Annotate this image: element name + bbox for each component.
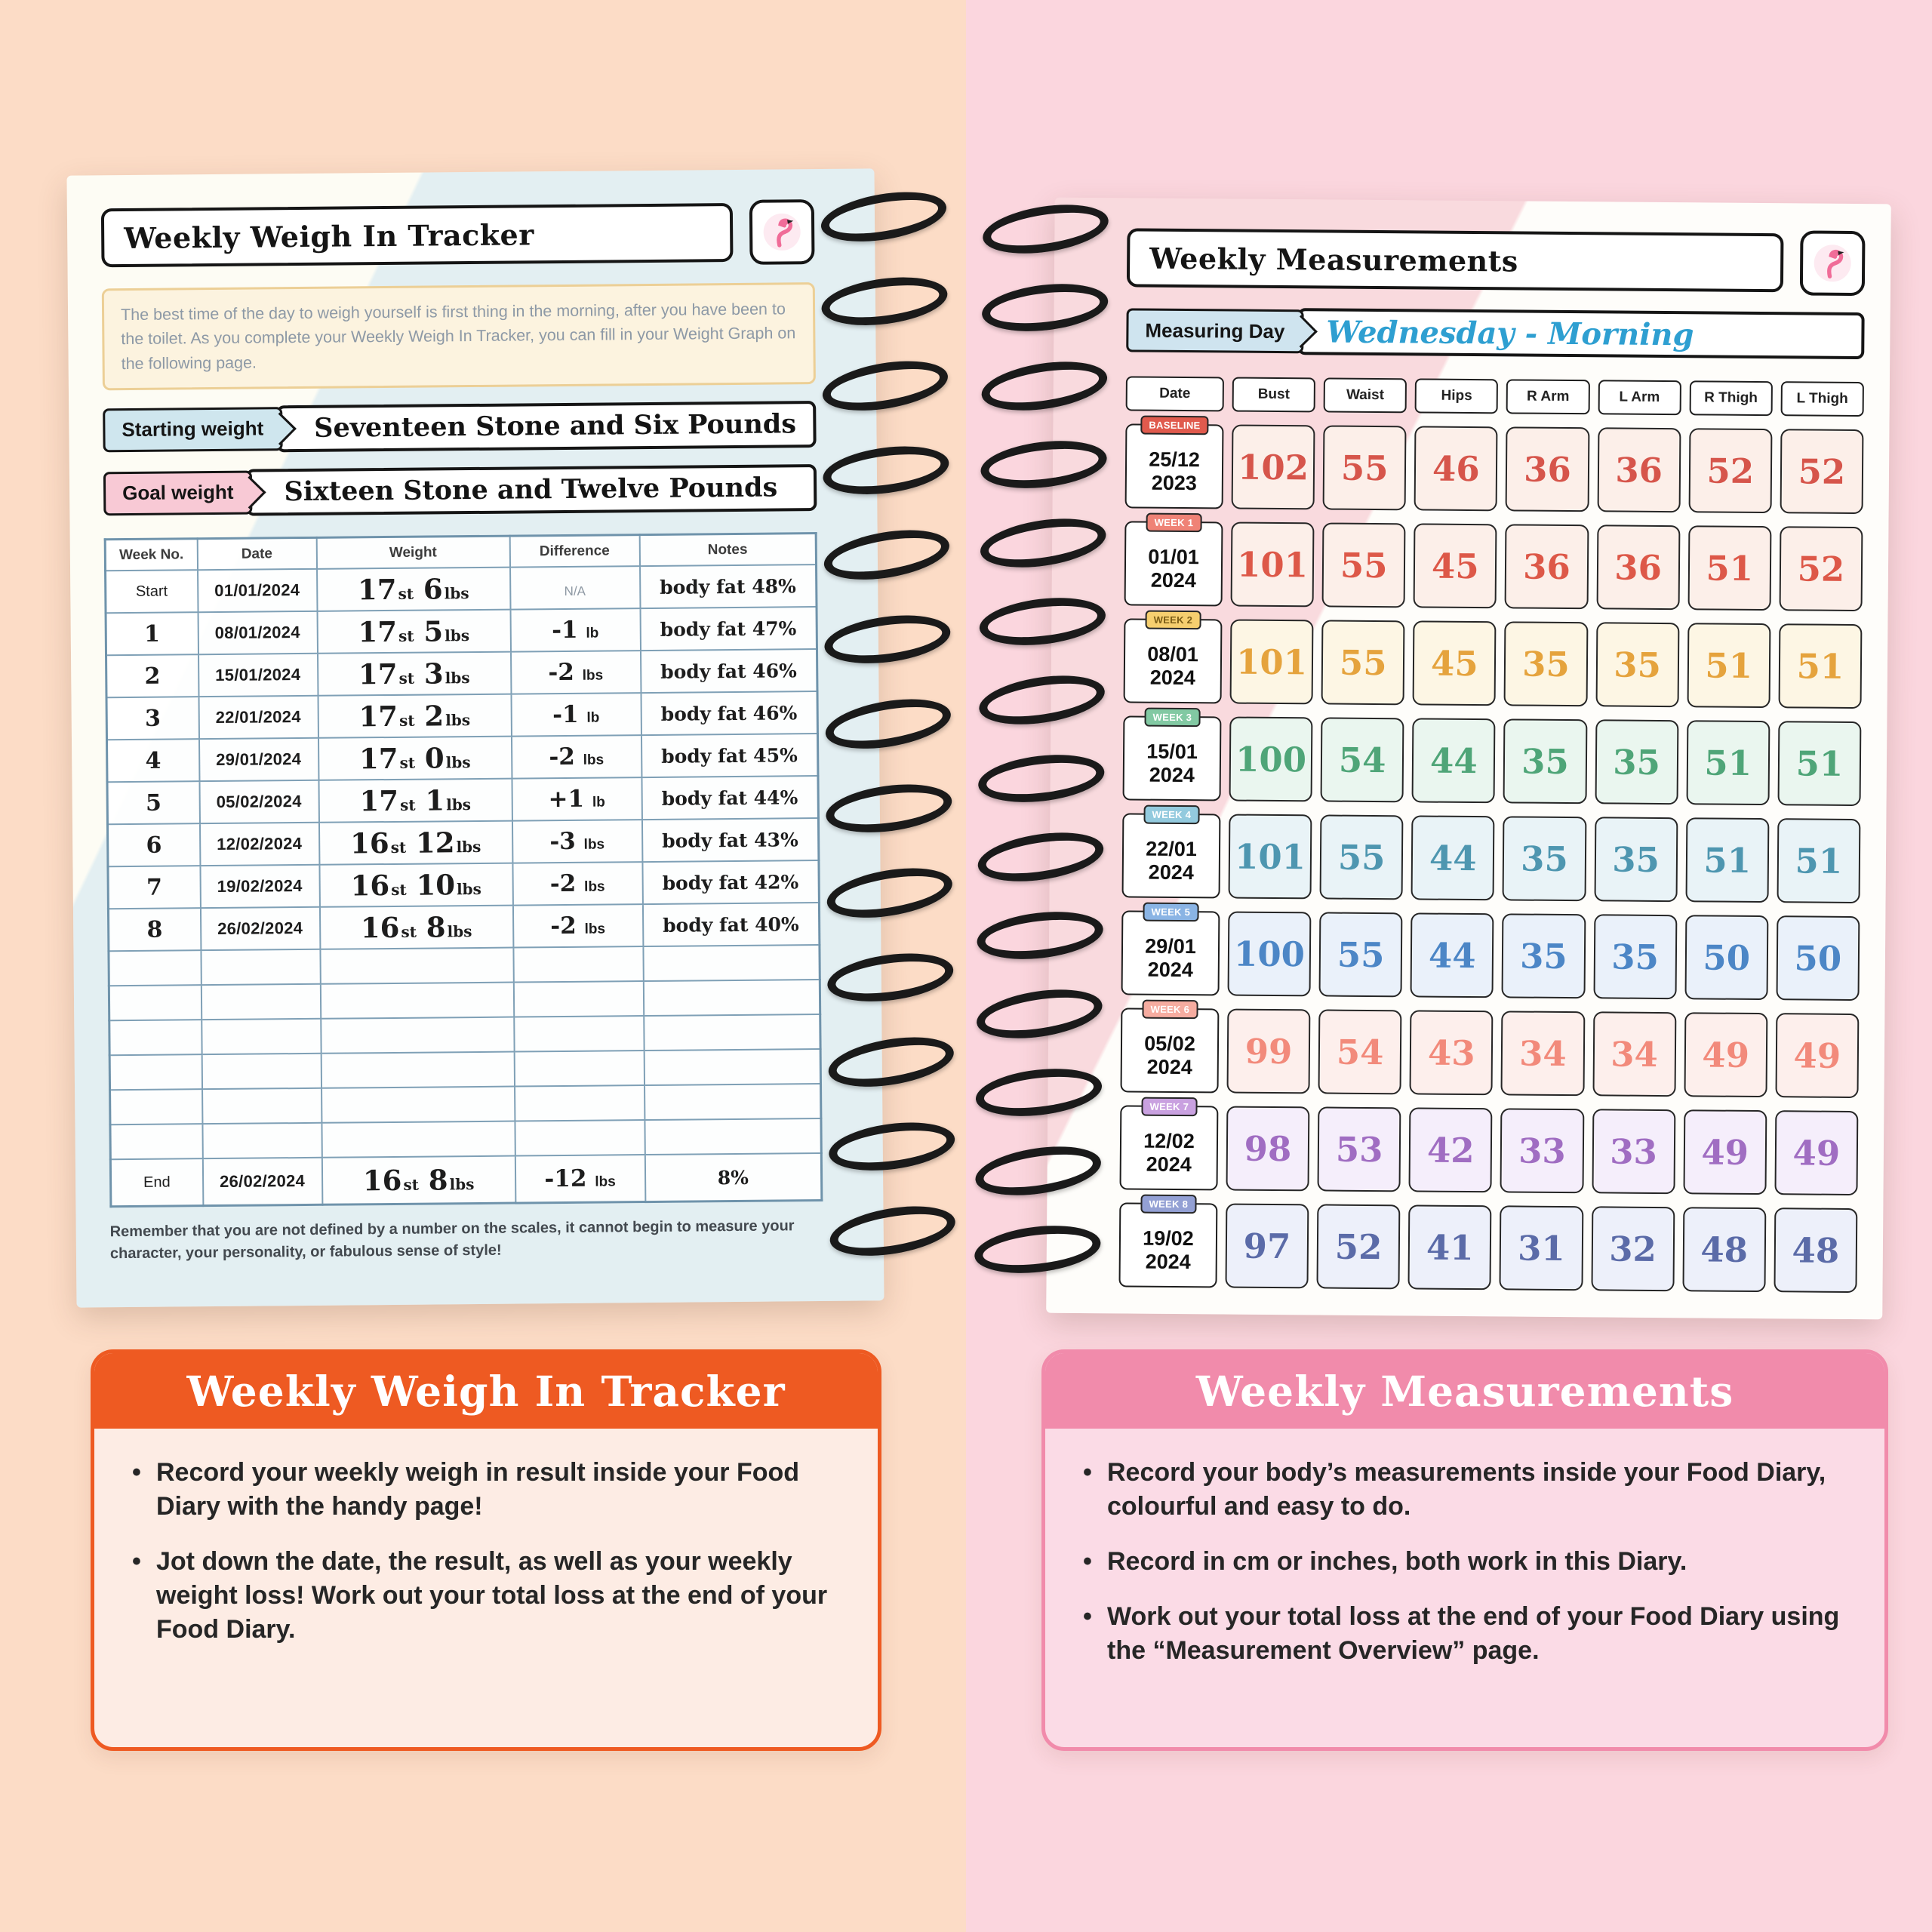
- measurement-cell: 44: [1412, 718, 1496, 803]
- date-text: 2024: [1149, 763, 1195, 787]
- measurement-cell: 35: [1502, 913, 1586, 998]
- measurement-cell: 44: [1411, 912, 1494, 998]
- table-row: [106, 565, 817, 613]
- spiral-coil: [820, 522, 953, 588]
- notes-cell: body fat 46%: [640, 649, 817, 693]
- empty-cell: [321, 1017, 514, 1054]
- measurement-cell: 55: [1322, 522, 1406, 608]
- week-cell: 5: [107, 781, 199, 824]
- measurement-cell: 55: [1319, 912, 1403, 997]
- column-header: Hips: [1415, 378, 1498, 414]
- empty-row: [110, 1084, 821, 1124]
- measurement-cell: 53: [1318, 1106, 1401, 1192]
- date-cell: 12/02/2024: [199, 823, 318, 866]
- spiral-coil: [980, 197, 1112, 260]
- week-cell: 3: [106, 697, 198, 740]
- empty-cell: [202, 1054, 321, 1089]
- spiral-coil: [977, 511, 1109, 574]
- table-row: [106, 649, 817, 697]
- measurement-cell: 52: [1317, 1204, 1401, 1289]
- empty-cell: [202, 1123, 321, 1158]
- measurement-cell: 35: [1503, 816, 1586, 901]
- week-tag: WEEK 2: [1146, 611, 1201, 630]
- difference-cell: +1 lb: [512, 777, 641, 820]
- table-row: [108, 860, 819, 909]
- measurement-cell: 102: [1232, 425, 1315, 510]
- measure-card-bullets: [1045, 1429, 1884, 1702]
- measurement-cell: 48: [1774, 1208, 1857, 1293]
- empty-row: [109, 980, 820, 1020]
- column-header: R Arm: [1506, 379, 1589, 414]
- measurement-cell: 35: [1504, 621, 1588, 706]
- measurement-cell: 32: [1591, 1206, 1675, 1291]
- column-header: Date: [197, 537, 316, 570]
- spiral-coil: [976, 749, 1107, 808]
- measurement-cell: 34: [1592, 1011, 1676, 1097]
- notes-cell: body fat 47%: [640, 607, 817, 651]
- measurement-cell: 51: [1686, 720, 1770, 805]
- measurement-cell: 51: [1778, 623, 1862, 709]
- page-title-row: [1127, 225, 1866, 296]
- card-title: Weekly Weigh In Tracker: [94, 1353, 878, 1429]
- weight-cell: 17st 6lbs: [317, 568, 510, 611]
- measurement-cell: 52: [1780, 429, 1863, 514]
- date-cell: [1118, 1198, 1217, 1287]
- measurement-cell: 35: [1595, 622, 1679, 707]
- date-text: 08/01: [1147, 642, 1198, 666]
- empty-cell: [320, 983, 513, 1019]
- notes-cell: body fat 43%: [641, 818, 818, 862]
- week-cell: 2: [106, 654, 198, 697]
- date-cell: 29/01/2024: [198, 738, 318, 781]
- weigh-card: [91, 1349, 881, 1751]
- week-cell: End: [110, 1158, 203, 1206]
- measurement-cell: 49: [1774, 1110, 1858, 1195]
- measurement-cell: 36: [1597, 427, 1681, 512]
- week-tag: WEEK 8: [1140, 1195, 1196, 1214]
- empty-cell: [513, 981, 643, 1017]
- measurement-cell: 36: [1505, 524, 1589, 609]
- spiral-coil: [974, 825, 1106, 888]
- notes-cell: body fat 46%: [641, 691, 817, 735]
- empty-cell: [644, 1049, 820, 1085]
- empty-cell: [515, 1085, 645, 1121]
- measuring-day-value: Wednesday - Morning: [1297, 308, 1865, 359]
- week-cell: 8: [108, 908, 200, 951]
- measurement-cell: 43: [1410, 1010, 1494, 1095]
- date-text: 2024: [1148, 860, 1194, 884]
- measurement-cell: 52: [1688, 428, 1772, 513]
- weigh-card-bullets: [94, 1429, 878, 1681]
- spiral-coil: [822, 691, 955, 757]
- column-header: L Arm: [1598, 380, 1681, 415]
- weight-cell: 16st 8lbs: [321, 1156, 515, 1204]
- empty-cell: [201, 949, 320, 985]
- date-cell: 26/02/2024: [202, 1158, 322, 1205]
- empty-cell: [321, 1052, 514, 1088]
- empty-row: [109, 1049, 820, 1090]
- difference-cell: -2 lbs: [511, 735, 641, 778]
- week-cell: 4: [107, 739, 199, 782]
- table-row: [107, 734, 818, 782]
- notes-cell: 8%: [645, 1153, 822, 1201]
- empty-cell: [202, 1088, 321, 1124]
- date-text: 15/01: [1146, 740, 1198, 764]
- measurement-cell: 54: [1321, 717, 1404, 802]
- date-text: 2024: [1146, 1152, 1192, 1177]
- column-header: Date: [1126, 376, 1224, 411]
- measurement-cell: 45: [1413, 620, 1497, 706]
- date-cell: 19/02/2024: [200, 865, 319, 908]
- date-cell: [1124, 516, 1223, 606]
- difference-cell: -2 lbs: [512, 904, 642, 947]
- date-cell: 26/02/2024: [200, 907, 319, 950]
- spiral-coil: [817, 184, 950, 250]
- empty-cell: [321, 1087, 515, 1123]
- left-spiral: [820, 194, 956, 1254]
- measurement-cell: 97: [1225, 1203, 1309, 1288]
- table-row: [107, 776, 818, 824]
- date-cell: [1125, 419, 1224, 509]
- measurement-cell: 46: [1414, 426, 1498, 511]
- measurement-cell: 101: [1229, 814, 1312, 900]
- measurement-cell: 35: [1594, 817, 1678, 902]
- column-header: R Thigh: [1689, 380, 1772, 416]
- week-tag: BASELINE: [1140, 416, 1208, 435]
- week-cell: 1: [106, 612, 198, 655]
- empty-cell: [110, 1124, 202, 1159]
- measurement-cell: 55: [1320, 814, 1404, 900]
- spiral-coil: [977, 592, 1109, 651]
- measurement-cell: 100: [1229, 717, 1313, 802]
- difference-cell: -1 lb: [510, 608, 640, 651]
- measurement-cell: 55: [1323, 425, 1407, 510]
- date-cell: [1124, 614, 1223, 703]
- date-cell: [1123, 711, 1222, 801]
- empty-cell: [201, 984, 320, 1020]
- measurement-cell: 33: [1500, 1108, 1584, 1193]
- empty-cell: [645, 1118, 821, 1155]
- date-cell: 22/01/2024: [198, 696, 318, 739]
- spiral-coil: [972, 1220, 1103, 1279]
- measuring-day-row: [1126, 306, 1864, 359]
- bullet-item: • Record in cm or inches, both work in this Diary.: [1080, 1545, 1850, 1579]
- spiral-coil: [976, 668, 1108, 731]
- column-header: Notes: [639, 533, 816, 566]
- weight-cell: 17st 0lbs: [318, 737, 511, 780]
- empty-cell: [109, 985, 201, 1020]
- measurement-cell: 54: [1318, 1009, 1402, 1094]
- starting-weight-value: Seventeen Stone and Six Pounds: [276, 401, 817, 452]
- date-text: 2024: [1146, 1055, 1192, 1079]
- weight-cell: 17st 3lbs: [318, 652, 511, 696]
- measuring-day-label: Measuring Day: [1126, 308, 1303, 353]
- difference-cell: -2 lbs: [511, 651, 641, 694]
- table-row: [108, 903, 819, 951]
- column-header: L Thigh: [1780, 381, 1864, 417]
- measurement-cell: 51: [1777, 721, 1861, 806]
- spiral-coil: [974, 982, 1106, 1045]
- measurement-cell: 49: [1683, 1109, 1767, 1195]
- measurement-cell: 31: [1500, 1205, 1583, 1291]
- difference-cell: -1 lb: [511, 693, 641, 736]
- goal-weight-value: Sixteen Stone and Twelve Pounds: [246, 464, 817, 516]
- empty-cell: [514, 1051, 644, 1086]
- date-text: 2024: [1150, 568, 1196, 592]
- spiral-coil: [820, 440, 952, 501]
- empty-cell: [109, 1054, 202, 1090]
- weigh-in-page: [66, 168, 884, 1307]
- measurement-cell: 51: [1687, 623, 1770, 708]
- difference-cell: -2 lbs: [512, 862, 642, 905]
- notes-cell: body fat 45%: [641, 734, 817, 777]
- measurement-cell: 101: [1231, 522, 1315, 608]
- bullet-item: • Jot down the date, the result, as well as your weekly weight loss! Work out your total loss at the end of your Food Diary.: [129, 1545, 843, 1647]
- empty-cell: [202, 1019, 321, 1054]
- spiral-coil: [819, 271, 950, 332]
- weight-cell: 17st 2lbs: [318, 694, 511, 738]
- date-cell: 01/01/2024: [198, 569, 317, 612]
- weight-cell: 16st 8lbs: [319, 906, 512, 949]
- week-cell: 7: [108, 866, 200, 909]
- notes-cell: body fat 42%: [642, 860, 819, 904]
- difference-cell: -12 lbs: [515, 1155, 645, 1202]
- table-row: [106, 607, 817, 655]
- bullet-item: • Record your weekly weigh in result inside your Food Diary with the handy page!: [129, 1456, 843, 1524]
- starting-weight-row: [103, 401, 817, 454]
- date-text: 05/02: [1144, 1032, 1195, 1056]
- flamingo-icon: [1800, 230, 1866, 296]
- spiral-coil: [974, 1063, 1105, 1122]
- measurement-cell: 51: [1777, 818, 1860, 903]
- spiral-coil: [978, 354, 1110, 417]
- measurement-cell: 49: [1775, 1013, 1859, 1098]
- empty-cell: [109, 1020, 202, 1055]
- page-title: Weekly Weigh In Tracker: [101, 203, 734, 267]
- measurements-page: [1046, 198, 1891, 1320]
- week-tag: WEEK 7: [1141, 1097, 1197, 1117]
- spiral-coil: [825, 947, 956, 1008]
- table-row: [106, 691, 817, 740]
- measurement-cell: 55: [1321, 620, 1405, 705]
- page-title: Weekly Measurements: [1127, 228, 1784, 292]
- measurement-cell: 33: [1592, 1109, 1675, 1194]
- column-header: Weight: [316, 536, 509, 569]
- table-row: [110, 1153, 822, 1206]
- spiral-coil: [972, 1139, 1104, 1202]
- measurements-table: [1118, 376, 1863, 1293]
- difference-cell: -3 lbs: [512, 820, 641, 863]
- weigh-in-table: [104, 532, 823, 1208]
- date-text: 2023: [1151, 471, 1198, 495]
- empty-row: [110, 1118, 821, 1159]
- bullet-item: • Work out your total loss at the end of your Food Diary using the “Measurement Overview” page.: [1080, 1600, 1850, 1668]
- empty-cell: [109, 950, 201, 986]
- column-header: Bust: [1232, 377, 1315, 413]
- week-cell: 6: [107, 823, 199, 866]
- footer-note: Remember that you are not defined by a number on the scales, it cannot begin to measure your character, your personality, or fabulous sense of style!: [109, 1217, 795, 1262]
- measurement-cell: 36: [1506, 426, 1589, 512]
- empty-cell: [645, 1084, 821, 1120]
- date-text: 29/01: [1145, 934, 1196, 958]
- measurement-cell: 98: [1226, 1106, 1309, 1191]
- difference-cell: N/A: [510, 566, 640, 609]
- table-row: [107, 818, 818, 866]
- weight-cell: 16st 12lbs: [318, 821, 512, 865]
- measurement-cell: 100: [1228, 912, 1312, 997]
- spiral-coil: [978, 435, 1109, 494]
- notes-cell: body fat 48%: [640, 565, 817, 608]
- right-spiral: [974, 206, 1109, 1272]
- measurement-cell: 48: [1682, 1207, 1766, 1292]
- week-tag: WEEK 3: [1144, 708, 1200, 728]
- date-cell: [1121, 1003, 1220, 1093]
- column-header: Waist: [1324, 377, 1407, 413]
- week-tag: WEEK 4: [1143, 805, 1199, 825]
- empty-cell: [643, 945, 820, 981]
- spiral-coil: [823, 860, 956, 926]
- starting-weight-label: Starting weight: [103, 407, 282, 452]
- date-text: 12/02: [1143, 1129, 1195, 1153]
- measurement-cell: 42: [1409, 1107, 1493, 1192]
- week-cell: Start: [106, 570, 198, 613]
- empty-row: [109, 945, 820, 986]
- empty-cell: [110, 1089, 202, 1124]
- spiral-coil: [974, 906, 1106, 965]
- flamingo-icon: [749, 199, 815, 265]
- measurement-cell: 35: [1503, 718, 1587, 804]
- card-title: Weekly Measurements: [1045, 1353, 1884, 1429]
- empty-cell: [321, 1121, 515, 1158]
- measurement-cell: 36: [1596, 525, 1680, 610]
- spiral-coil: [819, 353, 952, 419]
- measurement-cell: 50: [1776, 915, 1860, 1001]
- measurement-cell: 35: [1595, 719, 1678, 804]
- spiral-coil: [822, 609, 953, 670]
- column-header: Difference: [509, 534, 639, 567]
- date-text: 22/01: [1146, 837, 1197, 861]
- measurement-cell: 35: [1593, 914, 1677, 999]
- date-text: 2024: [1149, 666, 1195, 690]
- measurement-cell: 49: [1684, 1012, 1767, 1097]
- measurement-cell: 50: [1684, 915, 1768, 1000]
- empty-row: [109, 1014, 820, 1055]
- weight-cell: 17st 5lbs: [317, 610, 510, 654]
- spiral-coil: [823, 778, 955, 839]
- date-text: 01/01: [1148, 545, 1199, 569]
- measurement-cell: 41: [1408, 1204, 1492, 1290]
- date-text: 2024: [1147, 958, 1193, 982]
- date-cell: 15/01/2024: [198, 654, 318, 697]
- date-text: 2024: [1145, 1250, 1191, 1274]
- goal-weight-label: Goal weight: [103, 470, 253, 515]
- empty-cell: [515, 1120, 645, 1155]
- measurement-cell: 51: [1687, 525, 1771, 611]
- weight-cell: 16st 10lbs: [319, 863, 512, 907]
- date-cell: 08/01/2024: [198, 611, 317, 654]
- date-text: 25/12: [1149, 448, 1200, 472]
- measurement-cell: 34: [1501, 1011, 1585, 1096]
- week-tag: WEEK 6: [1142, 1000, 1198, 1020]
- measurement-cell: 52: [1779, 526, 1863, 611]
- goal-weight-row: [103, 464, 817, 517]
- empty-cell: [320, 948, 513, 984]
- page-title-row: [101, 199, 815, 270]
- measurement-cell: 44: [1411, 815, 1495, 900]
- week-tag: WEEK 1: [1146, 513, 1202, 533]
- column-header: Week No.: [105, 538, 197, 571]
- measure-card: [1041, 1349, 1888, 1751]
- weight-cell: 17st 1lbs: [318, 779, 512, 823]
- bullet-item: • Record your body’s measurements inside your Food Diary, colourful and easy to do.: [1080, 1456, 1850, 1524]
- week-tag: WEEK 5: [1143, 903, 1198, 922]
- measurement-cell: 51: [1685, 817, 1769, 903]
- spiral-coil: [980, 278, 1111, 337]
- date-text: 19/02: [1143, 1226, 1194, 1251]
- measurement-cell: 45: [1414, 523, 1497, 608]
- date-cell: [1119, 1100, 1218, 1190]
- intro-text: The best time of the day to weigh yourself is first thing in the morning, after you have been to the toilet. As you complete your Weekly Weigh In Tracker, you can fill in your Weight Graph on the following page.: [102, 282, 816, 390]
- empty-cell: [644, 1014, 820, 1051]
- notes-cell: body fat 40%: [642, 903, 819, 946]
- spiral-coil: [826, 1115, 958, 1177]
- measurement-cell: 101: [1230, 620, 1314, 705]
- empty-cell: [643, 980, 820, 1016]
- date-cell: 05/02/2024: [199, 780, 318, 823]
- weigh-table-body: [106, 565, 822, 1206]
- date-cell: [1121, 906, 1220, 995]
- notes-cell: body fat 44%: [641, 776, 818, 820]
- date-cell: [1122, 808, 1221, 898]
- measurement-cell: 99: [1227, 1009, 1311, 1094]
- spiral-coil: [825, 1029, 958, 1095]
- empty-cell: [513, 946, 643, 982]
- empty-cell: [514, 1016, 644, 1051]
